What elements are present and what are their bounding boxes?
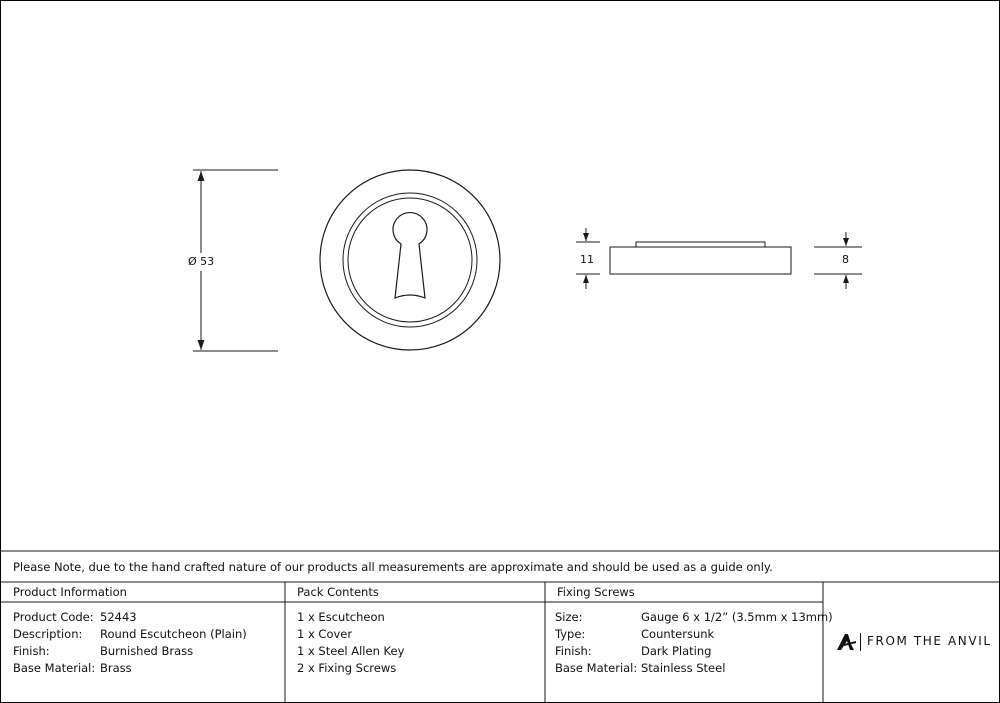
product-info-value: Burnished Brass (100, 644, 194, 658)
brand-block (835, 632, 995, 652)
base-arrow-bottom (843, 275, 849, 283)
side-view-raised-lip (636, 242, 765, 247)
product-info-value: Brass (100, 661, 132, 675)
product-info-label: Finish: (13, 644, 50, 658)
pack-contents-header: Pack Contents (297, 585, 379, 599)
fixing-screws-value: Gauge 6 x 1/2” (3.5mm x 13mm) (641, 610, 833, 624)
product-info-label: Description: (13, 627, 83, 641)
diameter-arrow-bottom (198, 340, 205, 350)
brand-divider (860, 633, 861, 651)
product-info-label: Base Material: (13, 661, 96, 675)
anvil-a-logo-icon (835, 632, 859, 652)
escutcheon-inner-ring-inner (348, 198, 472, 322)
pack-item: 1 x Cover (297, 627, 353, 641)
product-info-label: Product Code: (13, 610, 94, 624)
fixing-screws-label: Type: (555, 627, 586, 641)
diameter-arrow-top (198, 171, 205, 181)
product-info-value: 52443 (100, 610, 137, 624)
fixing-screws-label: Finish: (555, 644, 592, 658)
base-height-label: 8 (842, 253, 849, 266)
fixing-screws-header: Fixing Screws (557, 585, 635, 599)
fixing-screws-value: Dark Plating (641, 644, 712, 658)
pack-item: 1 x Steel Allen Key (297, 644, 405, 658)
pack-item: 2 x Fixing Screws (297, 661, 397, 675)
disclaimer-note: Please Note, due to the hand crafted nature of our products all measurements are approximate and should be used as a guide only. (13, 560, 773, 574)
fixing-screws-label: Size: (555, 610, 583, 624)
thickness-arrow-top (583, 233, 589, 241)
escutcheon-outer-ring (320, 170, 500, 350)
keyhole-shape (393, 213, 427, 298)
product-info-header: Product Information (13, 585, 127, 599)
fixing-screws-value: Countersunk (641, 627, 715, 641)
thickness-label: 11 (580, 253, 594, 266)
diameter-label: Ø 53 (188, 255, 215, 268)
side-view-base-plate (610, 247, 791, 274)
product-info-value: Round Escutcheon (Plain) (100, 627, 247, 641)
base-arrow-top (843, 238, 849, 246)
fixing-screws-value: Stainless Steel (641, 661, 726, 675)
thickness-arrow-bottom (583, 275, 589, 283)
brand-name: FROM THE ANVIL (867, 634, 992, 648)
fixing-screws-label: Base Material: (555, 661, 638, 675)
pack-item: 1 x Escutcheon (297, 610, 385, 624)
